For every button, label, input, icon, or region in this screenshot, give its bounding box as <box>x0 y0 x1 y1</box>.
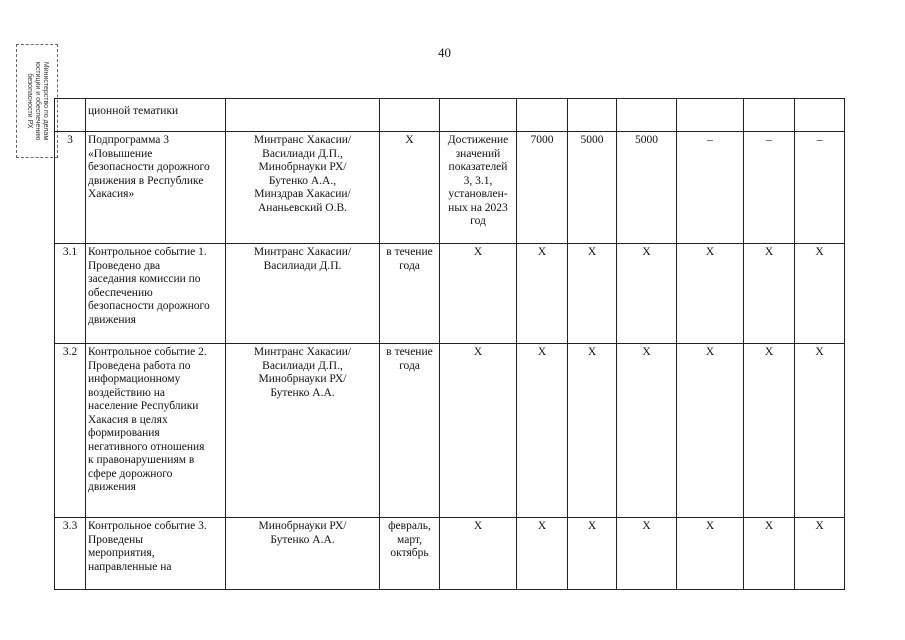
value-cell <box>517 99 568 132</box>
table-row <box>55 244 845 344</box>
plan-table <box>54 98 845 590</box>
value-cell: Х <box>795 344 845 518</box>
expected-result: Х <box>440 344 517 518</box>
value-cell: Х <box>677 244 744 344</box>
stamp-line: Министерство по делам <box>42 61 49 141</box>
value-cell: – <box>795 132 845 244</box>
expected-result <box>440 99 517 132</box>
value-cell: Х <box>744 244 795 344</box>
value-cell: Х <box>617 244 677 344</box>
value-cell: Х <box>517 344 568 518</box>
responsible <box>226 99 380 132</box>
value-cell <box>795 99 845 132</box>
value-cell: Х <box>568 244 617 344</box>
responsible: Минобрнауки РХ/ Бутенко А.А. <box>226 518 380 590</box>
row-number <box>55 99 86 132</box>
value-cell <box>617 99 677 132</box>
value-cell <box>568 99 617 132</box>
value-cell: Х <box>517 518 568 590</box>
value-cell: – <box>744 132 795 244</box>
expected-result: Достижение значений показателей 3, 3.1, установлен- ных на 2023 год <box>440 132 517 244</box>
measure-name: Контрольное событие 2. Проведена работа по информационному воздействию на население Республики Хакасия в целях формирования негативного отношения к правонарушениям в сфере дорожного движения <box>86 344 226 518</box>
value-cell: Х <box>568 518 617 590</box>
value-cell: 5000 <box>568 132 617 244</box>
value-cell: 7000 <box>517 132 568 244</box>
row-number: 3.1 <box>55 244 86 344</box>
row-number: 3.3 <box>55 518 86 590</box>
measure-name: Контрольное событие 1. Проведено два заседания комиссии по обеспечению безопасности дорожного движения <box>86 244 226 344</box>
value-cell: Х <box>677 344 744 518</box>
deadline: в течение года <box>380 344 440 518</box>
row-number: 3 <box>55 132 86 244</box>
responsible: Минтранс Хакасии/ Василиади Д.П., Минобрнауки РХ/ Бутенко А.А., Минздрав Хакасии/ Ананьевский О.В. <box>226 132 380 244</box>
measure-name: Контрольное событие 3. Проведены мероприятия, направленные на <box>86 518 226 590</box>
deadline: Х <box>380 132 440 244</box>
value-cell: – <box>677 132 744 244</box>
value-cell: Х <box>617 344 677 518</box>
value-cell: Х <box>795 518 845 590</box>
table-row <box>55 132 845 244</box>
deadline: февраль, март, октябрь <box>380 518 440 590</box>
value-cell <box>744 99 795 132</box>
value-cell: Х <box>677 518 744 590</box>
value-cell: 5000 <box>617 132 677 244</box>
registration-stamp <box>16 44 58 158</box>
responsible: Минтранс Хакасии/ Василиади Д.П., Минобрнауки РХ/ Бутенко А.А. <box>226 344 380 518</box>
responsible: Минтранс Хакасии/ Василиади Д.П. <box>226 244 380 344</box>
page-number: 40 <box>438 45 451 60</box>
value-cell: Х <box>617 518 677 590</box>
row-number: 3.2 <box>55 344 86 518</box>
value-cell: Х <box>744 344 795 518</box>
stamp-line: юстиции и обеспечению <box>34 61 41 141</box>
value-cell: Х <box>795 244 845 344</box>
expected-result: Х <box>440 244 517 344</box>
value-cell: Х <box>568 344 617 518</box>
stamp-text <box>25 47 49 155</box>
table-row <box>55 518 845 590</box>
measure-name: ционной тематики <box>86 99 226 132</box>
table-row <box>55 99 845 132</box>
stamp-line: безопасности РХ <box>26 73 33 129</box>
value-cell <box>677 99 744 132</box>
table-row <box>55 344 845 518</box>
deadline <box>380 99 440 132</box>
measure-name: Подпрограмма 3 «Повышение безопасности дорожного движения в Республике Хакасия» <box>86 132 226 244</box>
value-cell: Х <box>517 244 568 344</box>
value-cell: Х <box>744 518 795 590</box>
deadline: в течение года <box>380 244 440 344</box>
expected-result: Х <box>440 518 517 590</box>
